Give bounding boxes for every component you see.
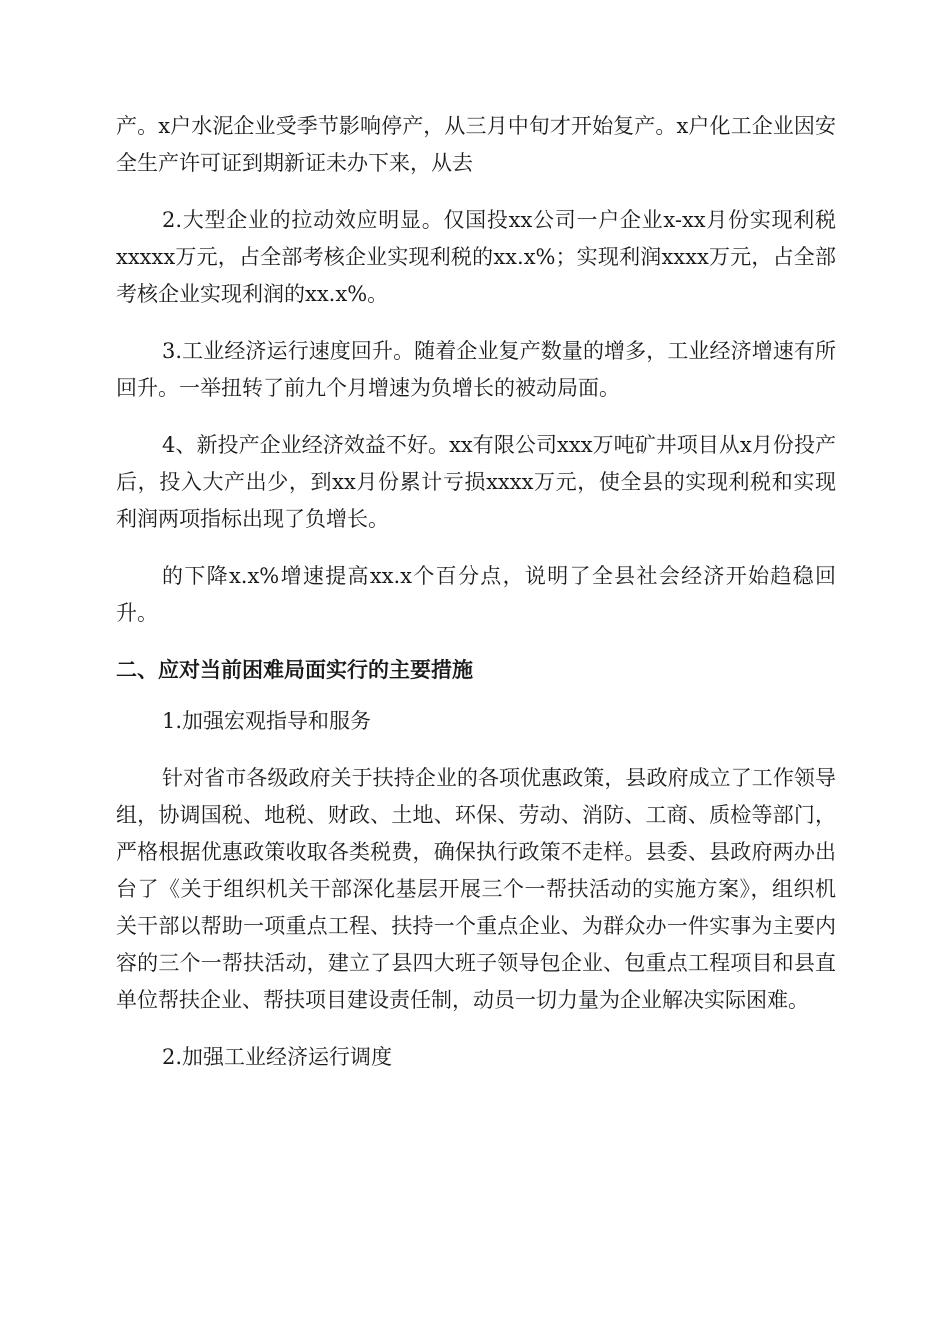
paragraph-speed-rebound: 3.工业经济运行速度回升。随着企业复产数量的增多，工业经济增速有所回升。一举扭转了前九个月增速为负增长的被动局面。: [116, 339, 836, 400]
subsection-title-1: 1.加强宏观指导和服务: [162, 709, 372, 733]
subsection-body-1: 针对省市各级政府关于扶持企业的各项优惠政策，县政府成立了工作领导组，协调国税、地税、财政、土地、环保、劳动、消防、工商、质检等部门，严格根据优惠政策收取各类税费，确保执行政策不走样。县委、县政府两办出台了《关于组织机关干部深化基层开展三个一帮扶活动的实施方案》，组织机关干部以帮助一项重点工程、扶持一个重点企业、为群众办一件实事为主要内容的三个一帮扶活动，建立了县四大班子领导包企业、包重点工程项目和县直单位帮扶企业、帮扶项目建设责任制，动员一切力量为企业解决实际困难。: [116, 766, 836, 1012]
paragraph-continuation: 产。x户水泥企业受季节影响停产，从三月中旬才开始复产。x户化工企业因安全生产许可证到期新证未办下来，从去: [116, 114, 836, 175]
document-body: [116, 108, 836, 1096]
paragraph-large-enterprise: 2.大型企业的拉动效应明显。仅国投xx公司一户企业x-xx月份实现利税xxxxx万元，占全部考核企业实现利税的xx.x%；实现利润xxxx万元，占全部考核企业实现利润的xx.x%。: [116, 208, 836, 306]
paragraph-decline: 的下降x.x%增速提高xx.x个百分点，说明了全县社会经济开始趋稳回升。: [116, 564, 836, 625]
paragraph-new-enterprise: 4、新投产企业经济效益不好。xx有限公司xxx万吨矿井项目从x月份投产后，投入大产出少，到xx月份累计亏损xxxx万元，使全县的实现利税和实现利润两项指标出现了负增长。: [116, 433, 836, 531]
section-heading: 二、应对当前困难局面实行的主要措施: [116, 658, 473, 682]
subsection-title-2: 2.加强工业经济运行调度: [162, 1045, 393, 1069]
